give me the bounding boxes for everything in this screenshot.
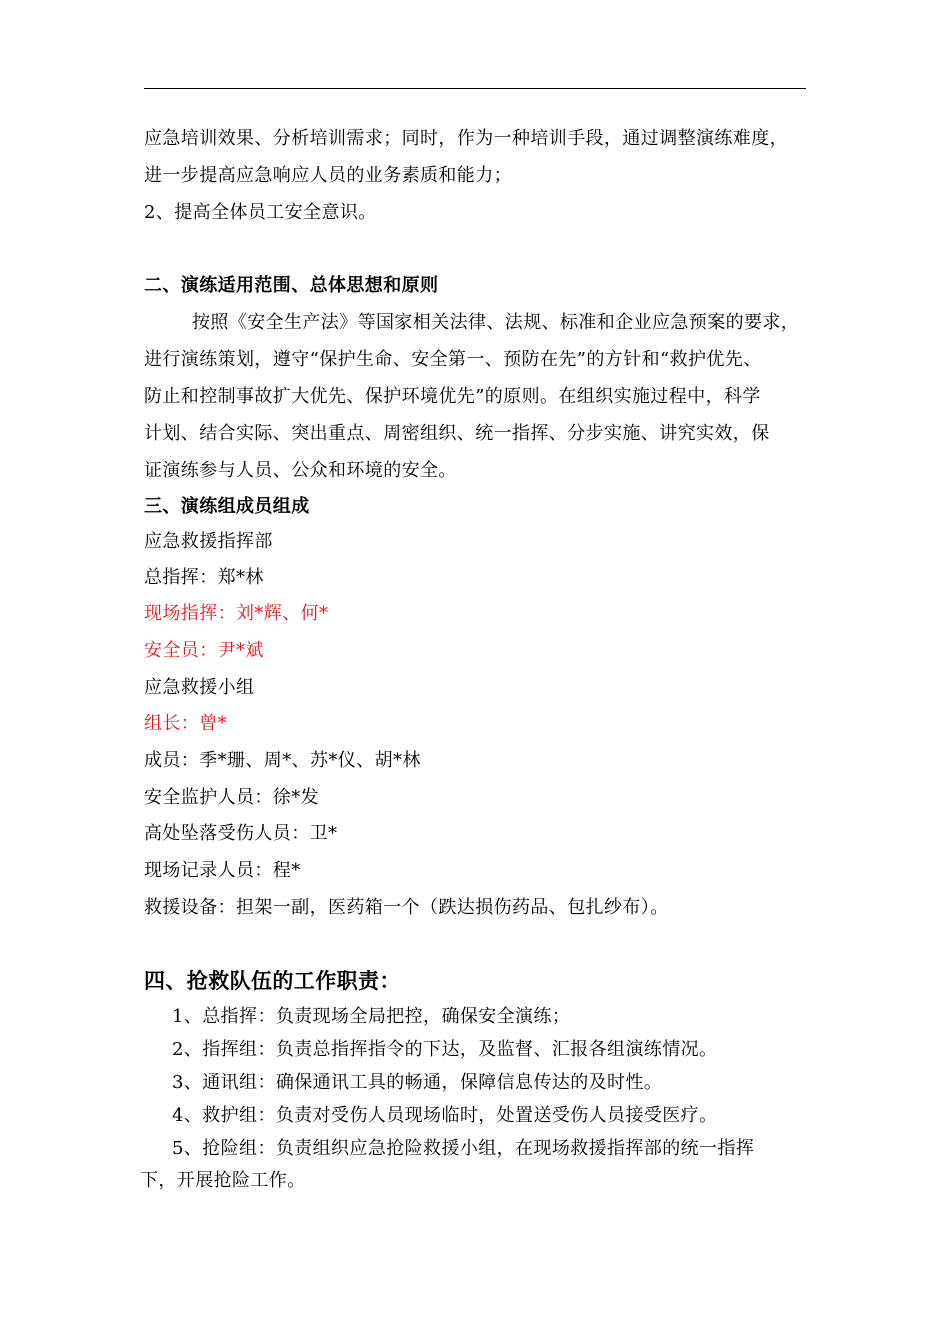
duty-item: 1、总指挥：负责现场全局把控，确保安全演练； xyxy=(172,1006,571,1027)
member-line: 高处坠落受伤人员：卫* xyxy=(144,823,338,844)
paragraph-line: 证演练参与人员、公众和环境的安全。 xyxy=(144,460,457,481)
member-line: 现场记录人员：程* xyxy=(144,860,301,881)
section-heading-4: 四、抢救队伍的工作职责： xyxy=(144,968,401,993)
member-line-highlighted: 组长：曾* xyxy=(144,713,227,734)
member-line: 应急救援小组 xyxy=(144,677,255,698)
paragraph-line: 计划、结合实际、突出重点、周密组织、统一指挥、分步实施、讲究实效，保 xyxy=(144,423,770,444)
duty-item: 4、救护组：负责对受伤人员现场临时，处置送受伤人员接受医疗。 xyxy=(172,1105,718,1126)
member-line-highlighted: 安全员：尹*斌 xyxy=(144,640,264,661)
duty-item: 2、指挥组：负责总指挥指令的下达，及监督、汇报各组演练情况。 xyxy=(172,1039,718,1060)
paragraph-line: 2、提高全体员工安全意识。 xyxy=(144,202,377,223)
paragraph-line: 按照《安全生产法》等国家相关法律、法规、标准和企业应急预案的要求， xyxy=(192,312,800,333)
paragraph-line: 防止和控制事故扩大优先、保护环境优先”的原则。在组织实施过程中，科学 xyxy=(144,386,761,407)
member-line: 总指挥：郑*林 xyxy=(144,567,264,588)
duty-item: 5、抢险组：负责组织应急抢险救援小组，在现场救援指挥部的统一指挥 xyxy=(172,1138,755,1159)
member-line: 安全监护人员：徐*发 xyxy=(144,787,319,808)
header-rule xyxy=(144,88,806,89)
paragraph-line: 进一步提高应急响应人员的业务素质和能力； xyxy=(144,165,512,186)
section-heading-2: 二、演练适用范围、总体思想和原则 xyxy=(144,275,439,296)
section-heading-3: 三、演练组成员组成 xyxy=(144,496,310,517)
duty-item-continuation: 下，开展抢险工作。 xyxy=(140,1170,306,1191)
member-line: 成员：季*珊、周*、苏*仪、胡*林 xyxy=(144,750,421,771)
member-line: 应急救援指挥部 xyxy=(144,531,273,552)
member-line-highlighted: 现场指挥：刘*辉、何* xyxy=(144,603,329,624)
paragraph-line: 应急培训效果、分析培训需求；同时，作为一种培训手段，通过调整演练难度， xyxy=(144,128,788,149)
member-line: 救援设备：担架一副，医药箱一个（跌达损伤药品、包扎纱布）。 xyxy=(144,897,669,918)
duty-item: 3、通讯组：确保通讯工具的畅通，保障信息传达的及时性。 xyxy=(172,1072,663,1093)
paragraph-line: 进行演练策划，遵守“保护生命、安全第一、预防在先”的方针和“救护优先、 xyxy=(144,349,762,370)
